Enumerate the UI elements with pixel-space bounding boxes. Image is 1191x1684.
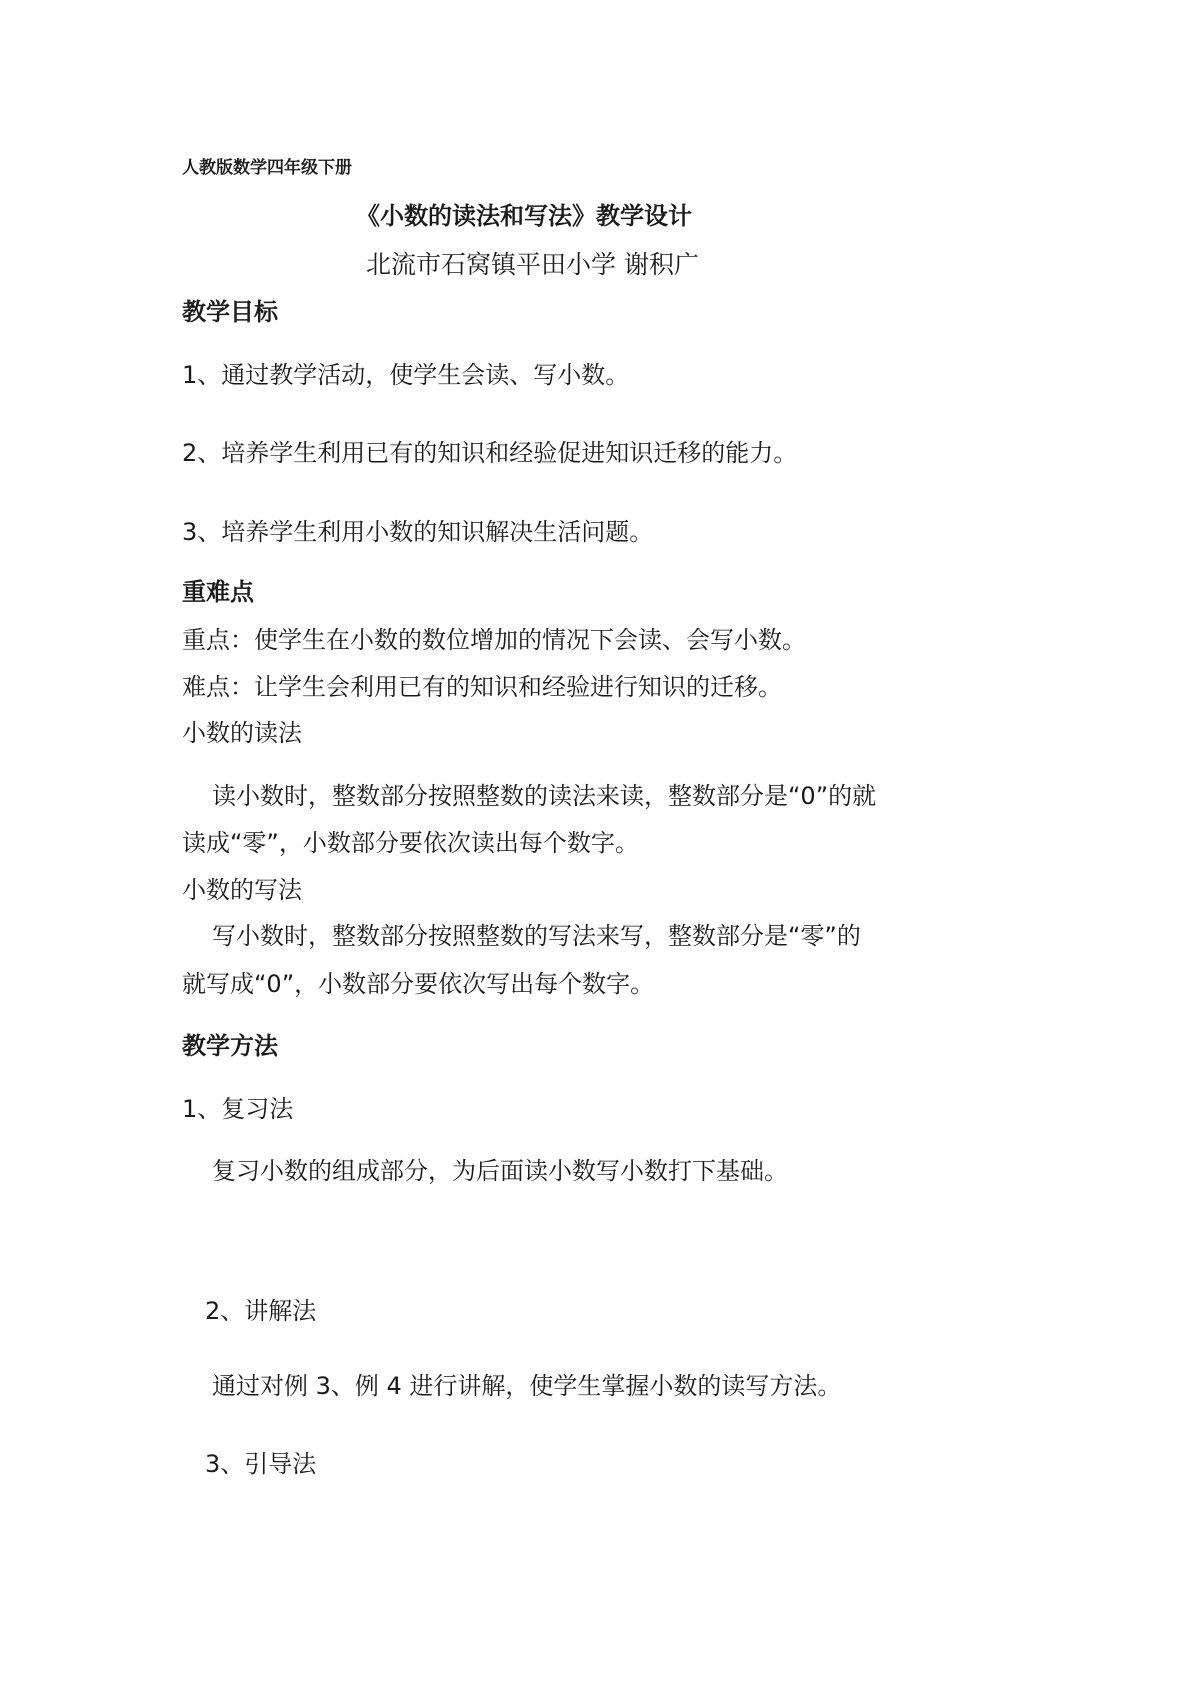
header-note: 人教版数学四年级下册 — [182, 158, 352, 178]
key-point-difficulty: 难点：让学生会利用已有的知识和经验进行知识的迁移。 — [182, 673, 782, 701]
objective-item-2: 2、培养学生利用已有的知识和经验促进知识迁移的能力。 — [182, 439, 798, 467]
method-3-title: 3、引导法 — [205, 1450, 317, 1478]
reading-heading: 小数的读法 — [182, 719, 302, 747]
reading-text-line-2: 读成“零”，小数部分要依次读出每个数字。 — [182, 829, 639, 857]
author-line: 北流市石窝镇平田小学 谢积广 — [366, 250, 699, 279]
reading-text-line-1: 读小数时，整数部分按照整数的读法来读，整数部分是“0”的就 — [212, 782, 877, 810]
method-1-title: 1、复习法 — [182, 1095, 294, 1123]
method-2-desc: 通过对例 3、例 4 进行讲解，使学生掌握小数的读写方法。 — [212, 1372, 842, 1400]
writing-heading: 小数的写法 — [182, 876, 302, 904]
page-title: 《小数的读法和写法》教学设计 — [356, 202, 692, 230]
objective-item-3: 3、培养学生利用小数的知识解决生活问题。 — [182, 518, 654, 546]
writing-text-line-1: 写小数时，整数部分按照整数的写法来写，整数部分是“零”的 — [212, 922, 861, 950]
methods-heading: 教学方法 — [182, 1032, 278, 1060]
method-2-title: 2、讲解法 — [205, 1297, 317, 1325]
method-1-desc: 复习小数的组成部分，为后面读小数写小数打下基础。 — [212, 1157, 788, 1185]
objective-item-1: 1、通过教学活动，使学生会读、写小数。 — [182, 361, 630, 389]
key-point-focus: 重点：使学生在小数的数位增加的情况下会读、会写小数。 — [182, 626, 806, 654]
objectives-heading: 教学目标 — [182, 298, 278, 326]
key-points-heading: 重难点 — [182, 578, 254, 606]
writing-text-line-2: 就写成“0”，小数部分要依次写出每个数字。 — [182, 970, 655, 998]
